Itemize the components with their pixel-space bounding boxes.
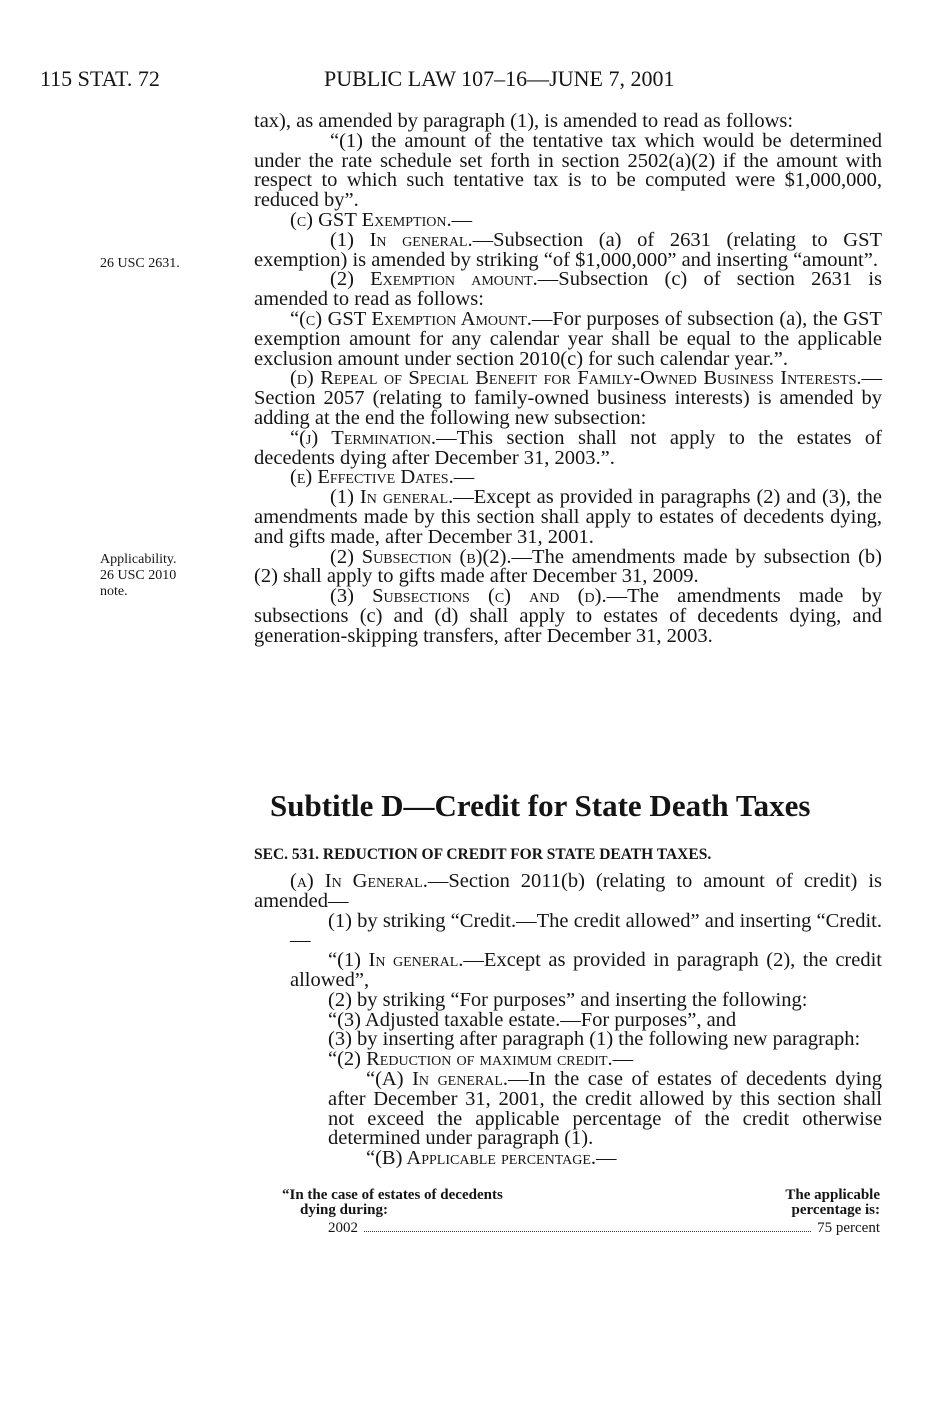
paragraph: (1) by striking “Credit.—The credit allowed” and inserting “Credit.— xyxy=(290,909,882,952)
margin-note-applicability: Applicability. xyxy=(100,552,177,567)
paragraph: (1) In general.—Subsection (a) of 2631 (relating to GST exemption) is amended by striking “of $1,000,000” and inserting “amount”. xyxy=(254,228,882,271)
subsection-heading: (c) GST Exemption.— xyxy=(290,208,473,231)
paragraph: “(3) Adjusted taxable estate.—For purposes”, and xyxy=(328,1008,737,1031)
paragraph: (a) In General.—Section 2011(b) (relating to amount of credit) is amended— xyxy=(254,870,882,912)
paragraph: (2) Subsection (b)(2).—The amendments made by subsection (b)(2) shall apply to gifts made after December 31, 2009. xyxy=(254,545,882,588)
paragraph: “(B) Applicable percentage.— xyxy=(366,1147,617,1170)
paragraph: (1) In general.—Except as provided in paragraphs (2) and (3), the amendments made by this section shall apply to estates of decedents dying, and gifts made, after December 31, 2001. xyxy=(254,486,883,548)
section-heading: SEC. 531. REDUCTION OF CREDIT FOR STATE DEATH TAXES. xyxy=(254,846,712,863)
paragraph: (3) Subsections (c) and (d).—The amendments made by subsections (c) and (d) shall apply to estates of decedents dying, and generation-skipping transfers, after December 31, 2003. xyxy=(254,585,882,647)
paragraph: “(1) In general.—Except as provided in paragraph (2), the credit allowed”, xyxy=(290,949,883,991)
subsection-heading: (e) Effective Dates.— xyxy=(290,466,475,489)
margin-note-usc-2010: 26 USC 2010 xyxy=(100,568,177,583)
paragraph: “(c) GST Exemption Amount.—For purposes of subsection (a), the GST exemption amount for any calendar year shall be equal to the applicable exclusion amount under section 2010(c) for such calendar year.”. xyxy=(254,307,882,370)
running-head: PUBLIC LAW 107–16—JUNE 7, 2001 xyxy=(324,66,675,91)
paragraph: (d) Repeal of Special Benefit for Family-Owned Business Interests.—Section 2057 (relating to family-owned business interests) is amended by adding at the end the following new subsection: xyxy=(254,367,882,429)
table-header-left: “In the case of estates of decedents dying during: xyxy=(282,1187,503,1218)
table-header-right: The applicable percentage is: xyxy=(785,1187,880,1218)
paragraph: “(A) In general.—In the case of estates of decedents dying after December 31, 2001, the credit allowed by this section shall not exceed the applicable percentage of the credit otherwise determined under paragraph (1). xyxy=(328,1067,882,1150)
page-reference: 115 STAT. 72 xyxy=(40,66,160,91)
leader-dots xyxy=(364,1220,811,1232)
paragraph: (3) by inserting after paragraph (1) the following new paragraph: xyxy=(328,1028,861,1051)
paragraph: (2) Exemption amount.—Subsection (c) of section 2631 is amended to read as follows: xyxy=(254,268,882,311)
table-cell-percent: 75 percent xyxy=(817,1220,880,1236)
paragraph: “(1) the amount of the tentative tax which would be determined under the rate schedule set forth in section 2502(a)(2) if the amount with respect to which such tentative tax is to be computed were $1,000,000, reduced by”. xyxy=(254,129,882,212)
table-cell-year: 2002 xyxy=(328,1220,358,1236)
section-text xyxy=(254,872,882,1169)
paragraph: (2) by striking “For purposes” and inserting the following: xyxy=(328,988,808,1011)
subtitle-heading: Subtitle D—Credit for State Death Taxes xyxy=(270,788,811,823)
paragraph: “(j) Termination.—This section shall not apply to the estates of decedents dying after December 31, 2003.”. xyxy=(254,426,882,469)
body-text xyxy=(254,112,882,647)
margin-note-usc-2631: 26 USC 2631. xyxy=(100,256,180,271)
table-row xyxy=(328,1220,880,1236)
paragraph: “(2) Reduction of maximum credit.— xyxy=(328,1048,634,1071)
margin-note-note: note. xyxy=(100,584,128,599)
paragraph: tax), as amended by paragraph (1), is amended to read as follows: xyxy=(254,110,794,132)
